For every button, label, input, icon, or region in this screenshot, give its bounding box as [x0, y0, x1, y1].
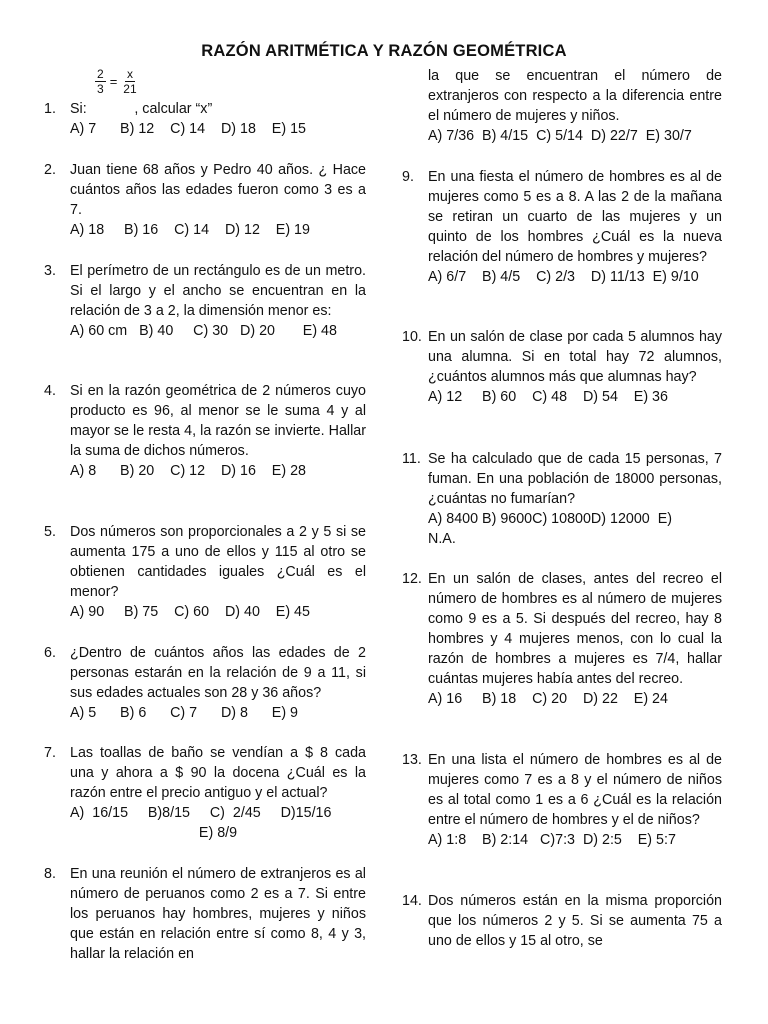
fraction-right-denominator: 21: [123, 82, 137, 96]
answer-options: A) 8400 B) 9600C) 10800D) 12000 E): [428, 511, 672, 527]
question-text: ¿Dentro de cuántos años las edades de 2 personas estarán en la relación de 9 a 11, si sus edades actuales son 28 y 36 años?: [70, 645, 366, 701]
question-text: En una reunión el número de extranjeros es al número de peruanos como 2 es a 7. Si entre los peruanos hay hombres, mujeres y niños que están en relación entre sí como 8, 4 y 3, hallar la relación en: [70, 866, 366, 962]
fraction-right-numerator: x: [126, 67, 133, 81]
page-title: RAZÓN ARITMÉTICA Y RAZÓN GEOMÉTRICA: [201, 42, 567, 60]
question-text: En una lista el número de hombres es al de mujeres como 7 es a 8 y el número de niños es al total como 1 es a 6 ¿Cuál es la relación entre el número de hombres y el de niños?: [428, 752, 722, 828]
fraction-right: [121, 68, 138, 95]
question-14: [402, 891, 722, 951]
question-13: [402, 750, 722, 850]
question-text: Si en la razón geométrica de 2 números cuyo producto es 96, al menor se le suma 4 y al mayor se le resta 4, la razón se invierte. Hallar la suma de dichos números.: [70, 383, 366, 459]
question-text: Juan tiene 68 años y Pedro 40 años. ¿ Hace cuántos años las edades fueron como 3 es a 7.: [70, 162, 366, 218]
question-number: 9.: [402, 169, 414, 185]
question-12: [402, 569, 722, 709]
answer-options: A) 5 B) 6 C) 7 D) 8 E) 9: [70, 705, 299, 721]
question-number: 1.: [44, 101, 56, 117]
answer-options: A) 18 B) 16 C) 14 D) 12 E) 19: [70, 222, 310, 238]
question-number: 3.: [44, 263, 56, 279]
question-number: 14.: [402, 893, 422, 909]
answer-options-continued: N.A.: [428, 531, 456, 547]
question-text: Dos números están en la misma proporción que los números 2 y 5. Si se aumenta 75 a uno de ellos y 15 al otro, se: [428, 893, 722, 949]
question-3: [44, 261, 366, 341]
question-number: 10.: [402, 329, 422, 345]
question-7: [44, 743, 366, 843]
question-number: 4.: [44, 383, 56, 399]
equals-sign: =: [109, 74, 118, 89]
question-text: la que se encuentran el número de extranjeros con respecto a la diferencia entre el número de mujeres y niños.: [428, 68, 722, 124]
question-number: 6.: [44, 645, 56, 661]
fraction-left: [95, 68, 106, 95]
question-number: 13.: [402, 752, 422, 768]
fraction-left-denominator: 3: [97, 82, 104, 96]
question-number: 11.: [402, 451, 421, 467]
question-2: [44, 160, 366, 240]
question-9: [402, 167, 722, 287]
question-text: Se ha calculado que de cada 15 personas, 7 fuman. En una población de 18000 personas, ¿cuántas no fumarían?: [428, 451, 722, 507]
fraction-left-numerator: 2: [97, 67, 104, 81]
answer-options: A) 8 B) 20 C) 12 D) 16 E) 28: [70, 463, 306, 479]
question-text: Las toallas de baño se vendían a $ 8 cada una y ahora a $ 90 la docena ¿Cuál es la razón entre el precio antiguo y el actual?: [70, 745, 366, 801]
answer-options: A) 16 B) 18 C) 20 D) 22 E) 24: [428, 691, 668, 707]
question-8-continuation: [402, 66, 722, 146]
question-1: [44, 99, 366, 139]
question-5: [44, 522, 366, 622]
answer-options: A) 90 B) 75 C) 60 D) 40 E) 45: [70, 604, 310, 620]
question-4: [44, 381, 366, 481]
question-text: En un salón de clases, antes del recreo el número de hombres es al número de mujeres como 9 es a 5. Si después del recreo, hay 8 hombres y 4 mujeres menos, con lo cual la razón de hombres a mujeres es 7/4, hallar cuántas mujeres había antes del recreo.: [428, 571, 722, 687]
answer-options: A) 1:8 B) 2:14 C)7:3 D) 2:5 E) 5:7: [428, 832, 676, 848]
answer-options: A) 7 B) 12 C) 14 D) 18 E) 15: [70, 121, 306, 137]
answer-options: A) 12 B) 60 C) 48 D) 54 E) 36: [428, 389, 668, 405]
ratio-formula: [95, 68, 139, 95]
question-text: Dos números son proporcionales a 2 y 5 si se aumenta 175 a uno de ellos y 115 al otro se obtienen cantidades iguales ¿Cuál es el menor?: [70, 524, 366, 600]
question-11: [402, 449, 722, 549]
question-number: 7.: [44, 745, 56, 761]
answer-options: A) 7/36 B) 4/15 C) 5/14 D) 22/7 E) 30/7: [428, 128, 692, 144]
question-number: 5.: [44, 524, 56, 540]
question-text: El perímetro de un rectángulo es de un metro. Si el largo y el ancho se encuentran en la relación de 3 a 2, la dimensión menor es:: [70, 263, 366, 319]
question-text: En una fiesta el número de hombres es al de mujeres como 5 es a 8. A las 2 de la mañana se retiran un cuarto de las mujeres y un quinto de los hombres ¿Cuál es la nueva relación del número de hombres y mujeres?: [428, 169, 722, 265]
question-number: 8.: [44, 866, 56, 882]
question-8: [44, 864, 366, 964]
question-6: [44, 643, 366, 723]
question-text: Si: , calcular “x”: [70, 101, 213, 117]
answer-options: A) 6/7 B) 4/5 C) 2/3 D) 11/13 E) 9/10: [428, 269, 699, 285]
answer-options-continued: E) 8/9: [198, 825, 238, 841]
question-10: [402, 327, 722, 407]
question-number: 12.: [402, 571, 422, 587]
question-text: En un salón de clase por cada 5 alumnos hay una alumna. Si en total hay 72 alumnos, ¿cuántos alumnos más que alumnas hay?: [428, 329, 722, 385]
question-number: 2.: [44, 162, 56, 178]
answer-options: A) 16/15 B)8/15 C) 2/45 D)15/16: [70, 805, 332, 821]
answer-options: A) 60 cm B) 40 C) 30 D) 20 E) 48: [70, 323, 337, 339]
